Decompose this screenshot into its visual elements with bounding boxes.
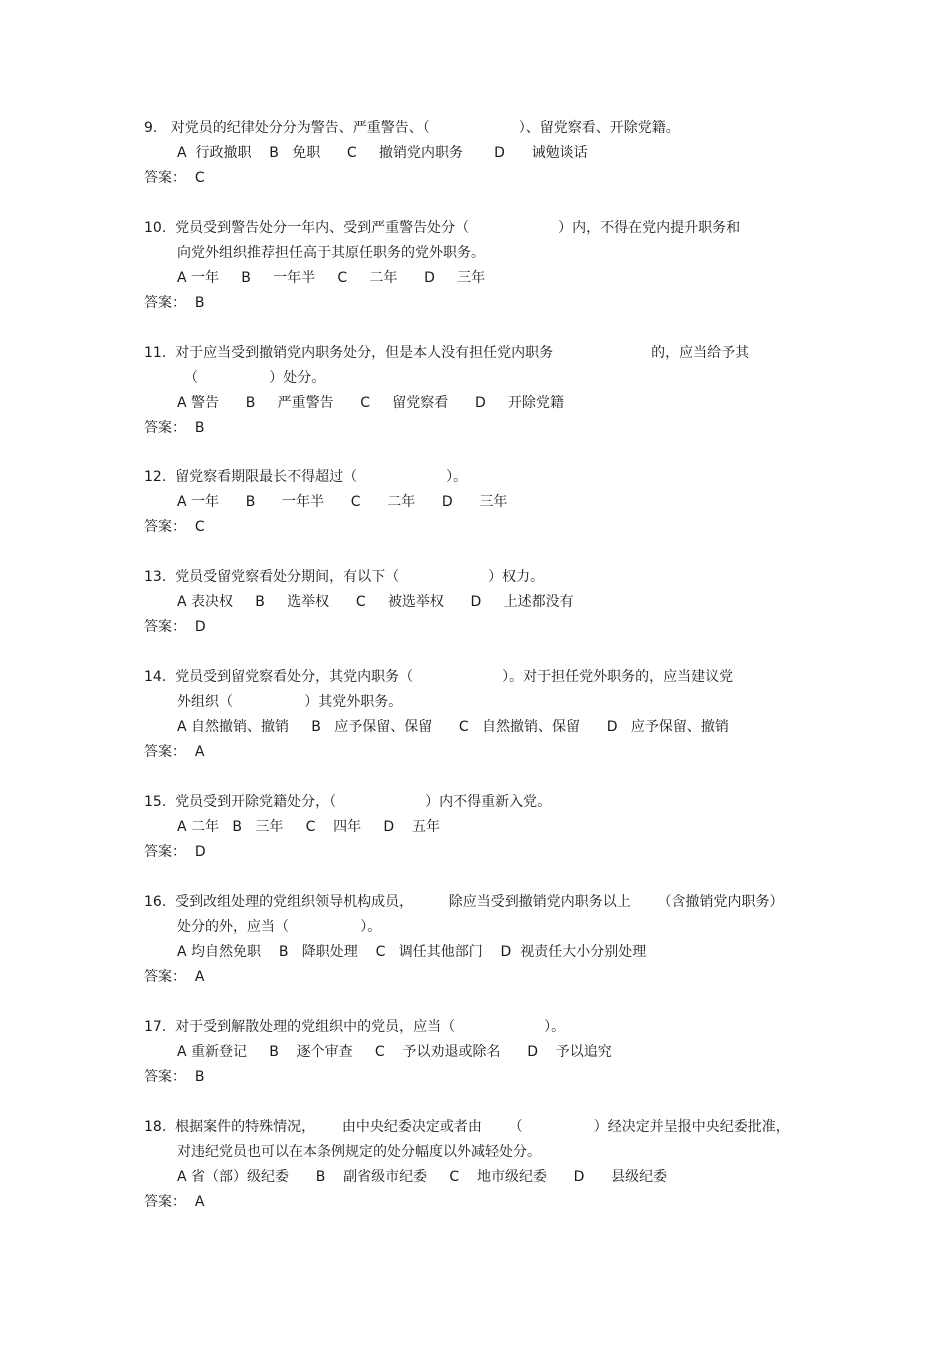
answer-key: 答案： D	[144, 619, 206, 635]
answer-key: 答案： C	[144, 170, 205, 186]
answer-options: A 一年 B 一年半 C 二年 D 三年	[177, 494, 508, 510]
question-stem: 13. 党员受留党察看处分期间，有以下（ ）权力。	[144, 569, 545, 585]
answer-key: 答案： B	[144, 295, 205, 311]
answer-key: 答案： D	[144, 844, 206, 860]
answer-key: 答案： A	[144, 969, 205, 985]
question-stem: 14. 党员受到留党察看处分，其党内职务（ ）。对于担任党外职务的，应当建议党	[144, 669, 734, 685]
answer-options: A 表决权 B 选举权 C 被选举权 D 上述都没有	[177, 594, 574, 610]
answer-options: A 省（部）级纪委 B 副省级市纪委 C 地市级纪委 D 县级纪委	[177, 1169, 668, 1185]
answer-options: A 自然撤销、撤销 B 应予保留、保留 C 自然撤销、保留 D 应予保留、撤销	[177, 719, 729, 735]
answer-key: 答案： B	[144, 420, 205, 436]
question-stem: 17. 对于受到解散处理的党组织中的党员，应当（ ）。	[144, 1019, 566, 1035]
question-stem: 11. 对于应当受到撤销党内职务处分，但是本人没有担任党内职务 的，应当给予其	[144, 345, 750, 361]
answer-key: 答案： B	[144, 1069, 205, 1085]
question-stem: 16. 受到改组处理的党组织领导机构成员， 除应当受到撤销党内职务以上 （含撤销党内职务）	[144, 894, 784, 910]
question-stem-continued: 对违纪党员也可以在本条例规定的处分幅度以外减轻处分。	[177, 1144, 541, 1160]
question-stem-continued: 外组织（ ）其党外职务。	[177, 694, 403, 710]
answer-options: A 警告 B 严重警告 C 留党察看 D 开除党籍	[177, 395, 565, 411]
answer-options: A 行政撤职 B 免职 C 撤销党内职务 D 诫勉谈话	[177, 145, 588, 161]
question-stem-continued: 向党外组织推荐担任高于其原任职务的党外职务。	[177, 245, 485, 261]
answer-key: 答案： A	[144, 1194, 205, 1210]
question-stem: 9. 对党员的纪律处分分为警告、严重警告、（ ）、留党察看、开除党籍。	[144, 120, 680, 136]
answer-key: 答案： A	[144, 744, 205, 760]
question-stem-continued: 处分的外，应当（ ）。	[177, 919, 382, 935]
answer-options: A 二年 B 三年 C 四年 D 五年	[177, 819, 440, 835]
answer-options: A 均自然免职 B 降职处理 C 调任其他部门 D 视责任大小分别处理	[177, 944, 647, 960]
question-stem: 18. 根据案件的特殊情况， 由中央纪委决定或者由 （ ）经决定并呈报中央纪委批准，	[144, 1119, 790, 1135]
answer-options: A 一年 B 一年半 C 二年 D 三年	[177, 270, 486, 286]
question-stem-continued: （ ）处分。	[184, 370, 326, 386]
answer-key: 答案： C	[144, 519, 205, 535]
answer-options: A 重新登记 B 逐个审查 C 予以劝退或除名 D 予以追究	[177, 1044, 612, 1060]
question-stem: 15. 党员受到开除党籍处分，（ ）内不得重新入党。	[144, 794, 552, 810]
question-stem: 10. 党员受到警告处分一年内、受到严重警告处分（ ）内，不得在党内提升职务和	[144, 220, 741, 236]
question-stem: 12. 留党察看期限最长不得超过（ ）。	[144, 469, 468, 485]
